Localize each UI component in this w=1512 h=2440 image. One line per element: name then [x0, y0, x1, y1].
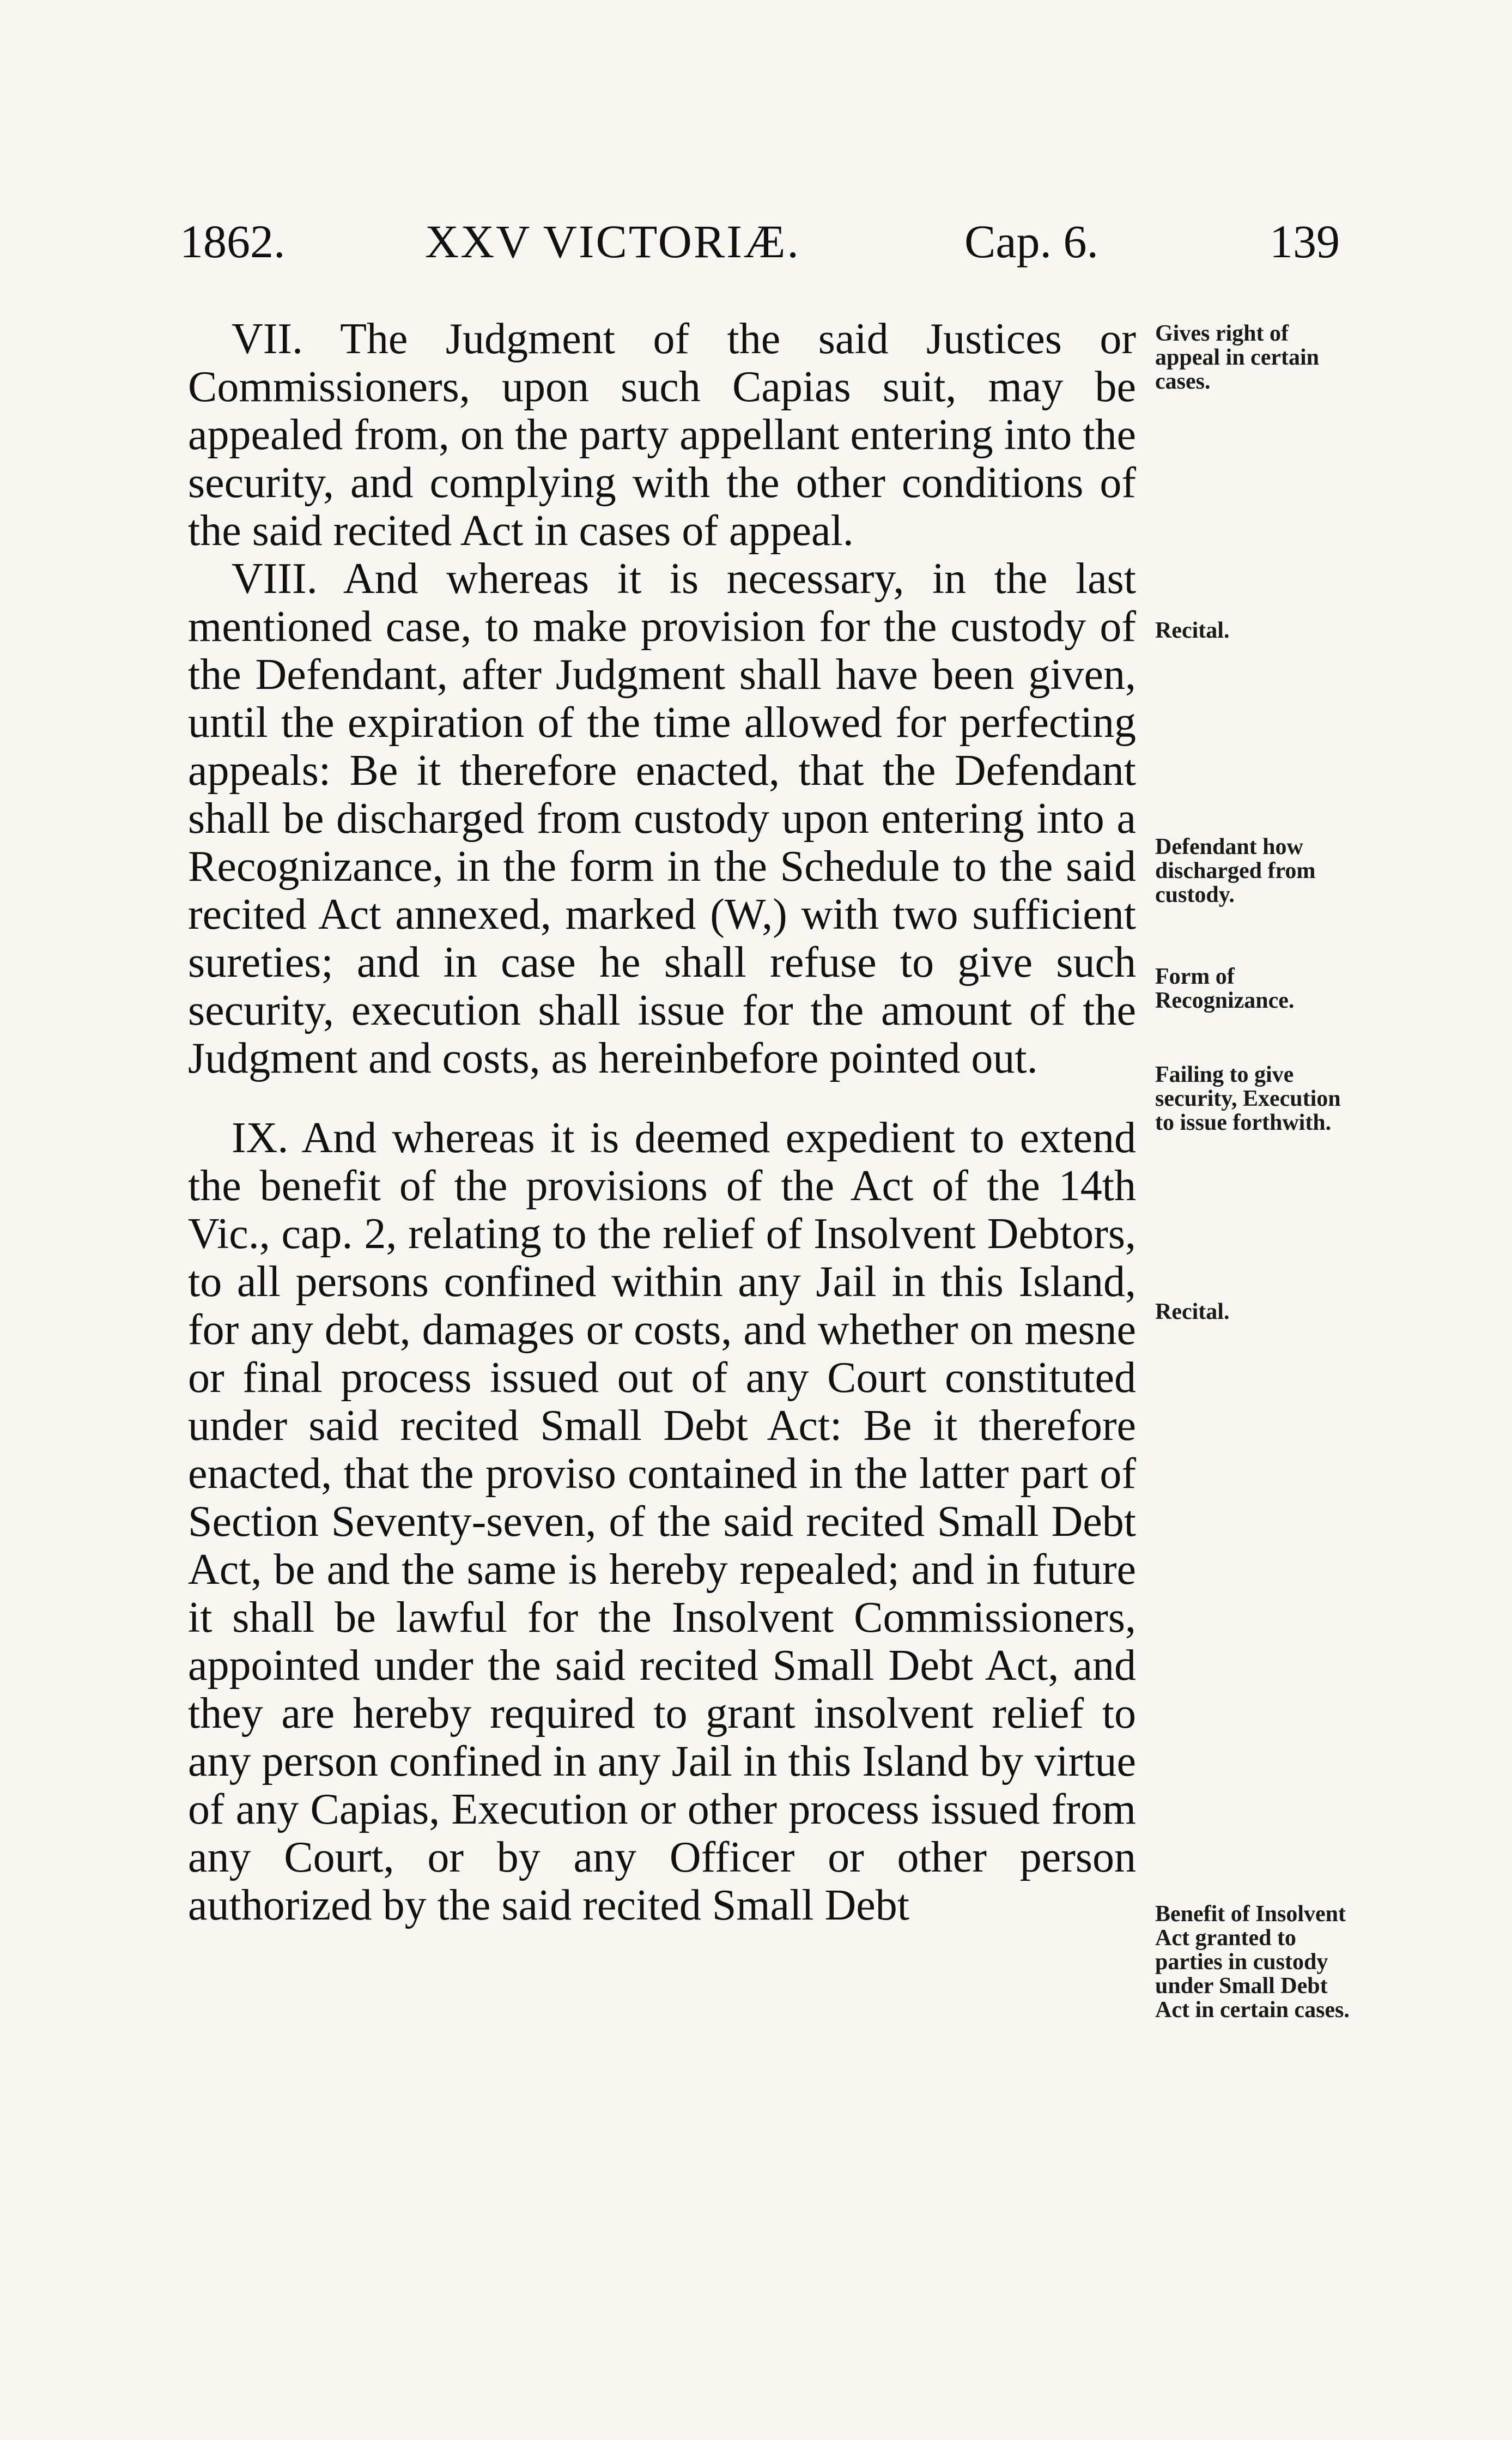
running-header — [180, 211, 1343, 271]
section-vii: VII. The Judgment of the said Justices or Commissioners, upon such Capias suit, may be appealed from, on the party appellant entering into the security, and complying with the other conditions of the said recited Act in cases of appeal. — [188, 315, 1136, 555]
margin-note-recital-2: Recital. — [1155, 1299, 1230, 1324]
section-ix: IX. And whereas it is deemed expedient to extend the benefit of the provisions of the Act of the 14th Vic., cap. 2, relating to the relief of Insolvent Debtors, to all persons confined within any Jail in this Island, for any debt, damages or costs, and whether on mesne or final process issued out of any Court constituted under said recited Small Debt Act: Be it therefore enacted, that the proviso contained in the latter part of Section Seventy-seven, of the said recited Small Debt Act, be and the same is hereby repealed; and in future it shall be lawful for the Insolvent Commissioners, appointed under the said recited Small Debt Act, and they are hereby required to grant insolvent relief to any person confined in any Jail in this Island by virtue of any Capias, Execution or other process issued from any Court, or by any Officer or other person authorized by the said recited Small Debt — [188, 1114, 1136, 1929]
margin-note-recognizance-form: Form of Recognizance. — [1155, 964, 1295, 1013]
header-title: XXV VICTORIÆ. — [425, 215, 800, 268]
statute-body — [188, 315, 1136, 1929]
header-chapter: Cap. 6. — [964, 215, 1099, 268]
margin-note-recital-1: Recital. — [1155, 618, 1230, 643]
header-year: 1862. — [180, 215, 286, 268]
margin-note-failing-security: Failing to give security, Execution to issue forthwith. — [1155, 1062, 1341, 1135]
section-viii: VIII. And whereas it is necessary, in the last mentioned case, to make provision for the custody of the Defendant, after Judgment shall have been given, until the expiration of the time allowed for perfecting appeals: Be it therefore enacted, that the Defendant shall be discharged from custody upon entering into a Recognizance, in the form in the Schedule to the said recited Act annexed, marked (W,) with two sufficient sureties; and in case he shall refuse to give such security, execution shall issue for the amount of the Judgment and costs, as hereinbefore pointed out. — [188, 555, 1136, 1082]
margin-note-appeal: Gives right of appeal in certain cases. — [1155, 321, 1319, 394]
margin-note-insolvent-benefit: Benefit of Insolvent Act granted to parties in custody under Small Debt Act in certain cases. — [1155, 1902, 1350, 2023]
page-number: 139 — [1270, 215, 1340, 268]
margin-note-defendant-discharge: Defendant how discharged from custody. — [1155, 834, 1316, 907]
